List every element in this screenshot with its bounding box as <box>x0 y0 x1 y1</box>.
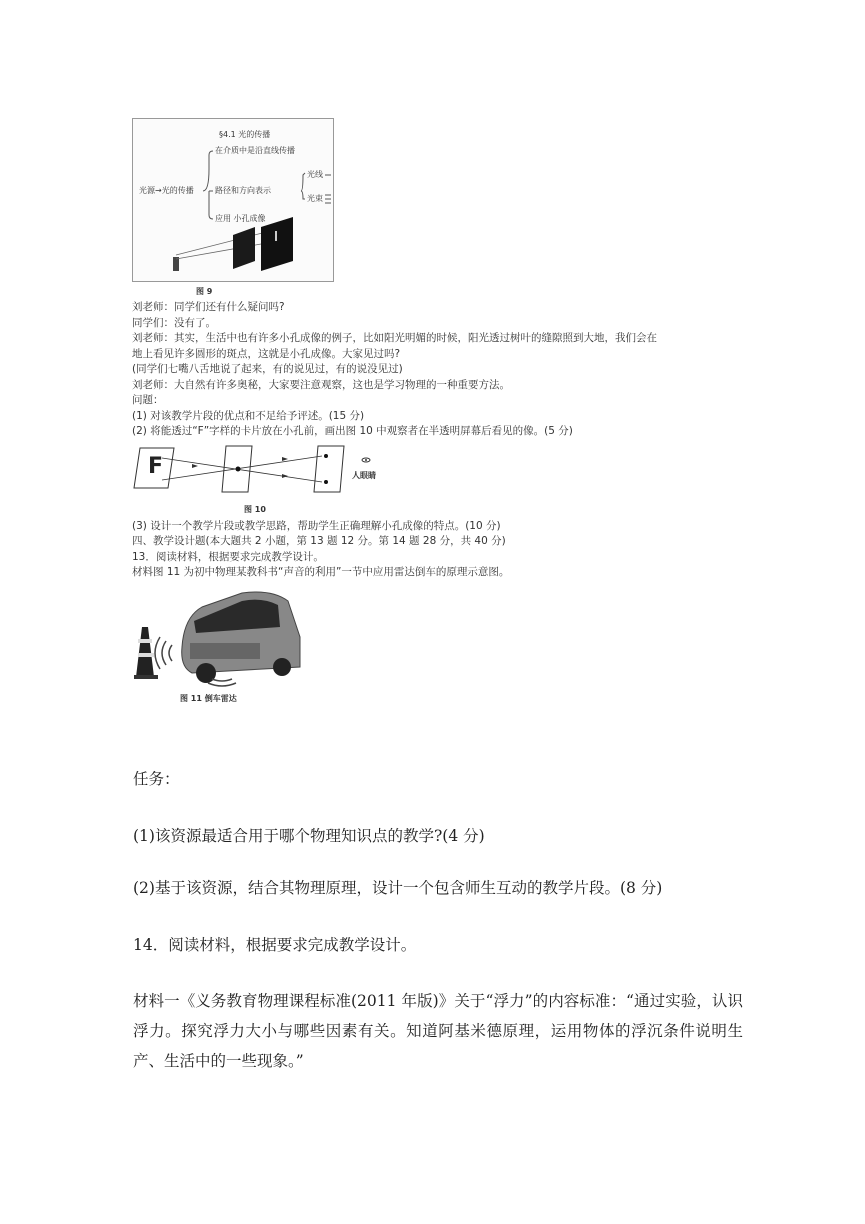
scan-line: (1) 对该教学片段的优点和不足给予评述。(15 分) <box>132 409 365 422</box>
scan-line: 问题： <box>132 394 164 406</box>
scan-line: (同学们七嘴八舌地说了起来，有的说见过，有的说没见过) <box>132 363 403 375</box>
figure-11-caption: 图 11 倒车雷达 <box>180 693 237 703</box>
car-radar-illustration <box>132 587 302 687</box>
scan-line: 同学们：没有了。 <box>132 316 216 329</box>
figure-9-root-node: 光源→光的传播 <box>139 186 194 195</box>
figure-10-caption: 图 10 <box>244 504 266 514</box>
figure-9-branch-2: 路径和方向表示 <box>215 186 271 195</box>
figure-10-drawing <box>132 444 422 494</box>
task-label: 任务： <box>133 770 180 788</box>
scan-line: 地上看见许多圆形的斑点，这就是小孔成像。大家见过吗? <box>132 347 401 360</box>
scan-line: (3) 设计一个教学片段或教学思路，帮助学生正确理解小孔成像的特点。(10 分) <box>132 519 501 532</box>
figure-10-eye-label: 人眼睛 <box>352 470 376 480</box>
question-14: 14．阅读材料，根据要求完成教学设计。 <box>133 936 417 954</box>
scan-line: 刘老师：大自然有许多奥秘，大家要注意观察，这也是学习物理的一种重要方法。 <box>132 378 510 391</box>
scan-line: 13．阅读材料，根据要求完成教学设计。 <box>132 550 324 563</box>
figure-9-beam-label: 光束 <box>307 194 323 203</box>
question-1: (1)该资源最适合用于哪个物理知识点的教学?(4 分) <box>133 827 485 845</box>
figure-9-branch-3: 应用 小孔成像 <box>215 214 266 223</box>
design-questions <box>132 519 722 581</box>
figure-9-ray-label: 光线 <box>307 170 323 179</box>
scan-line: 刘老师：其实，生活中也有许多小孔成像的例子，比如阳光明媚的时候，阳光透过树叶的缝隙照到大地，我们会在 <box>132 332 657 344</box>
figure-9-branch-1: 在介质中是沿直线传播 <box>215 146 295 155</box>
figure-9-heading: §4.1 光的传播 <box>219 130 271 139</box>
figure-10-letter-f: F <box>148 453 164 479</box>
material-1-paragraph: 材料一《义务教育物理课程标准(2011 年版)》关于“浮力”的内容标准：“通过实验，认识浮力。探究浮力大小与哪些因素有关。知道阿基米德原理，运用物体的浮沉条件说明生产、生活中的一些现象。” <box>133 992 743 1070</box>
figure-11-reversing-radar <box>132 587 302 687</box>
scan-line: 四、教学设计题(本大题共 2 小题，第 13 题 12 分。第 14 题 28 分，共 40 分) <box>132 535 506 547</box>
scanned-excerpt <box>132 118 722 704</box>
scan-line: 刘老师：同学们还有什么疑问吗? <box>132 301 285 313</box>
scan-line: (2) 将能透过“F”字样的卡片放在小孔前，画出图 10 中观察者在半透明屏幕后看见的像。(5 分) <box>132 425 573 437</box>
scan-line: 材料图 11 为初中物理某教科书“声音的利用”一节中应用雷达倒车的原理示意图。 <box>132 566 510 578</box>
figure-9-concept-map <box>132 118 334 282</box>
figure-10-pinhole-diagram <box>132 444 422 494</box>
dialogue-and-questions <box>132 300 722 440</box>
question-2: (2)基于该资源，结合其物理原理，设计一个包含师生互动的教学片段。(8 分) <box>133 879 663 897</box>
figure-9-caption: 图 9 <box>196 287 213 296</box>
concept-map-lines <box>133 119 333 281</box>
